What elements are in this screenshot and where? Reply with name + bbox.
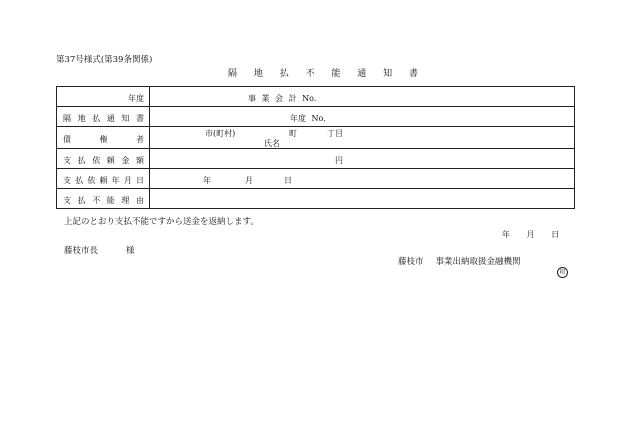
addressee bbox=[64, 247, 135, 256]
seal-mark: 印 bbox=[557, 267, 568, 278]
date-line: 年 月 日 bbox=[502, 230, 560, 239]
notice-form-table bbox=[56, 86, 575, 209]
label-creditor bbox=[57, 127, 150, 149]
account-number-text: 事 業 会 計 No. bbox=[248, 94, 317, 103]
row-label: 支 払 不 能 理 由 bbox=[63, 196, 144, 205]
sender-city: 藤枝市 bbox=[398, 257, 424, 267]
label-amount bbox=[57, 149, 150, 169]
table-row bbox=[57, 107, 575, 127]
label-remittance-notice bbox=[57, 107, 150, 127]
day-text: 日 bbox=[284, 176, 292, 185]
sender-name: 事業出納取扱金融機関 bbox=[435, 257, 521, 267]
form-number: 第37号様式(第39条関係) bbox=[56, 55, 153, 65]
name-text: 氏名 bbox=[264, 139, 280, 148]
table-row bbox=[57, 189, 575, 209]
label-request-date bbox=[57, 169, 150, 189]
value-remittance-notice bbox=[150, 107, 575, 127]
chome-text: 丁目 bbox=[327, 129, 343, 138]
sender bbox=[398, 258, 521, 267]
yen-text: 円 bbox=[335, 156, 343, 165]
table-row bbox=[57, 149, 575, 169]
label-reason bbox=[57, 189, 150, 209]
city-text: 市(町村) bbox=[205, 129, 236, 138]
value-reason bbox=[150, 189, 575, 209]
addressee-name: 藤枝市長 bbox=[64, 246, 99, 256]
year-text: 年 bbox=[203, 176, 211, 185]
table-row bbox=[57, 87, 575, 107]
notice-text: 上記のとおり支払不能ですから送金を返納します。 bbox=[64, 217, 259, 227]
value-amount bbox=[150, 149, 575, 169]
town-text: 町 bbox=[289, 129, 297, 138]
row-label: 隔 地 払 通 知 書 bbox=[63, 114, 144, 123]
value-creditor bbox=[150, 127, 575, 149]
row-label: 年度 bbox=[128, 94, 144, 103]
row-label: 支 払 依 頼 年 月 日 bbox=[63, 176, 144, 185]
value-account bbox=[150, 87, 575, 107]
table-row bbox=[57, 127, 575, 149]
month-text: 月 bbox=[245, 176, 253, 185]
table-row bbox=[57, 169, 575, 189]
document-title: 隔 地 払 不 能 通 知 書 bbox=[228, 69, 419, 79]
label-fiscal-year bbox=[57, 87, 150, 107]
notice-number-text: 年度 No. bbox=[290, 114, 326, 123]
row-label: 支 払 依 頼 金 額 bbox=[63, 156, 144, 165]
addressee-honorific: 様 bbox=[126, 246, 135, 256]
row-label: 債 権 者 bbox=[63, 135, 144, 144]
value-request-date bbox=[150, 169, 575, 189]
